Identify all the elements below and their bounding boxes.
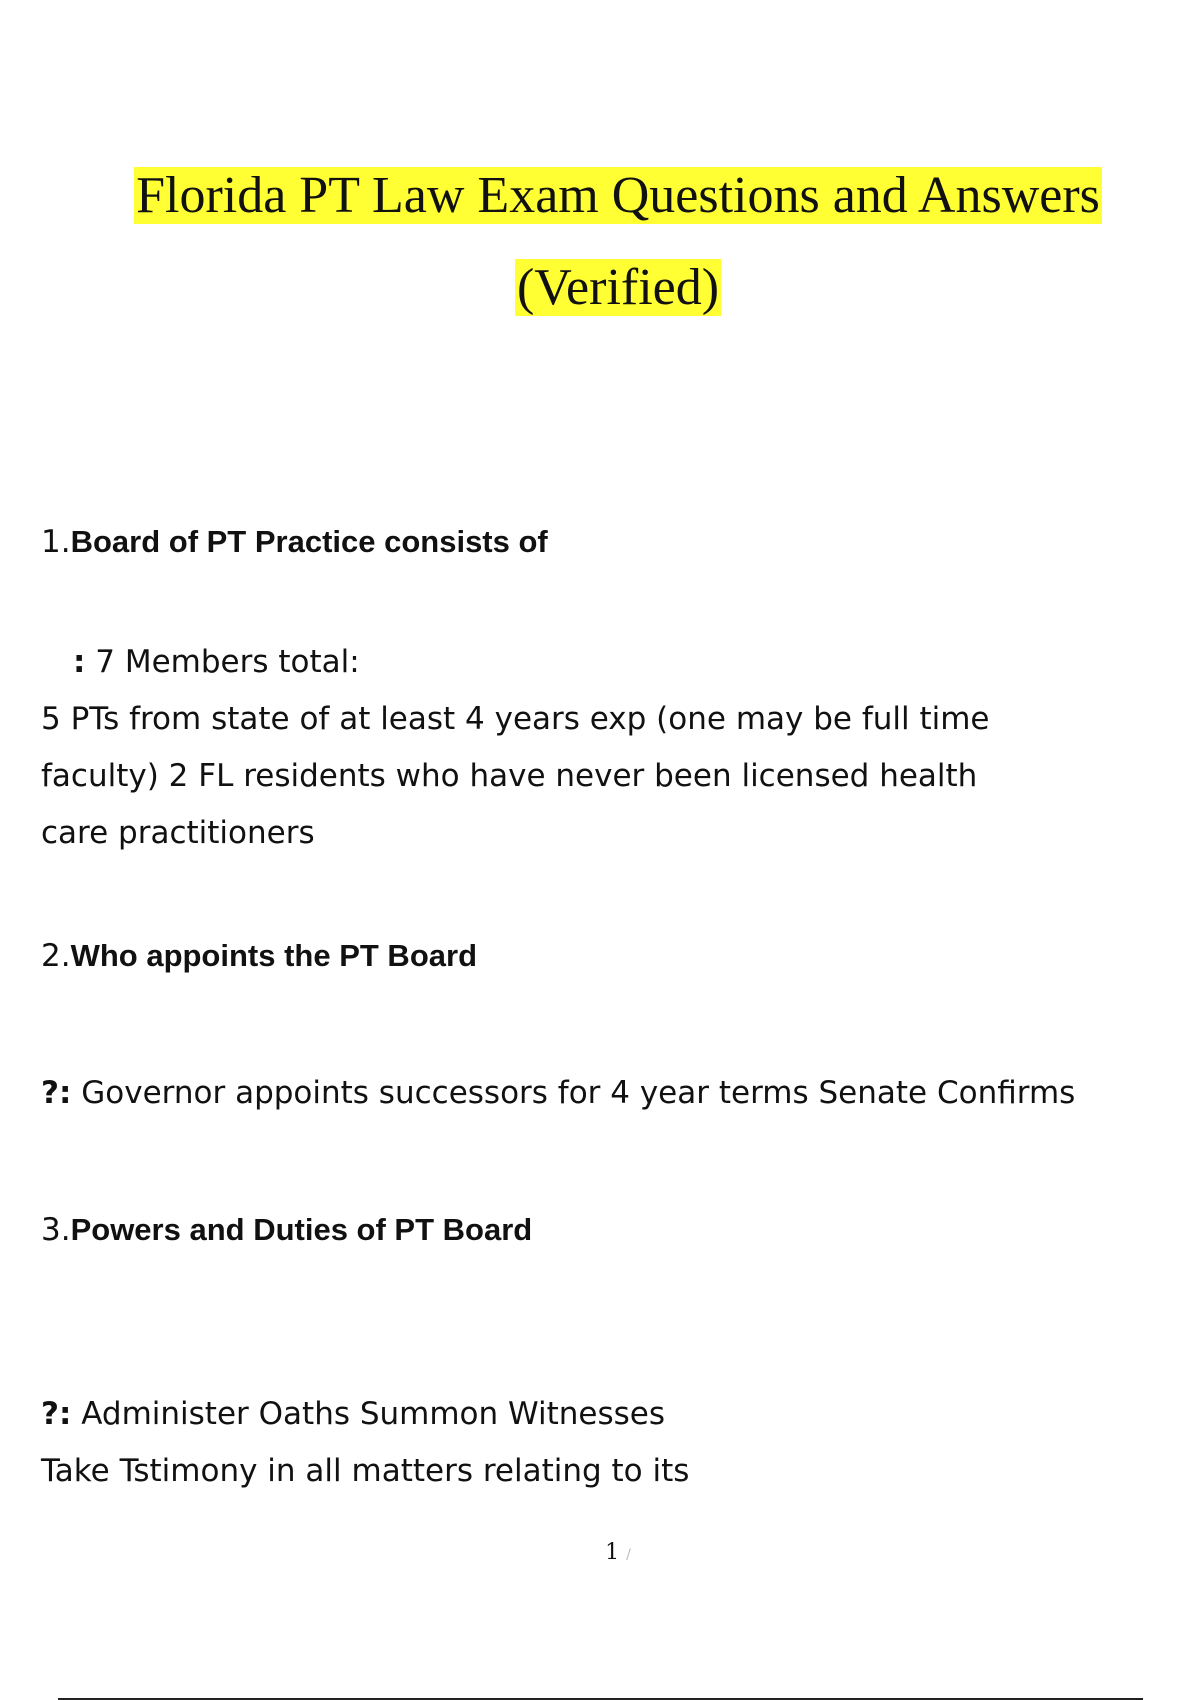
page-number-separator: / (626, 1547, 631, 1563)
question-1 (41, 522, 548, 562)
answer-line: ?: Governor appoints successors for 4 year terms Senate Confirms (41, 1075, 1076, 1111)
answer-prefix: : (73, 644, 86, 680)
question-text: Powers and Duties of PT Board (70, 1212, 533, 1247)
answer-line: 5 PTs from state of at least 4 years exp (one may be full time (41, 701, 990, 737)
answer-3 (41, 1386, 1161, 1500)
answer-line: Take Tstimony in all matters relating to its (41, 1453, 690, 1489)
answer-prefix: ?: (41, 1396, 72, 1432)
answer-2 (41, 1065, 1161, 1122)
document-title (0, 150, 1200, 334)
page-number-value: 1 (605, 1540, 620, 1565)
answer-line: care practitioners (41, 815, 315, 851)
question-number: 1. (41, 524, 71, 560)
question-3 (41, 1210, 532, 1250)
question-2 (41, 936, 477, 976)
title-line-2 (0, 242, 1200, 334)
answer-prefix: ?: (41, 1075, 72, 1111)
question-text: Board of PT Practice consists of (70, 524, 548, 559)
answer-line: faculty) 2 FL residents who have never been licensed health (41, 758, 978, 794)
page-number (0, 1540, 1200, 1565)
answer-line: ?: Administer Oaths Summon Witnesses (41, 1396, 666, 1432)
question-number: 3. (41, 1212, 71, 1248)
answer-1 (41, 634, 1161, 862)
question-number: 2. (41, 938, 71, 974)
title-highlight-1: Florida PT Law Exam Questions and Answers (136, 167, 1100, 224)
question-text: Who appoints the PT Board (70, 938, 477, 973)
title-line-1 (0, 150, 1200, 242)
title-highlight-2: (Verified) (516, 259, 720, 316)
answer-line: : 7 Members total: (73, 644, 360, 680)
